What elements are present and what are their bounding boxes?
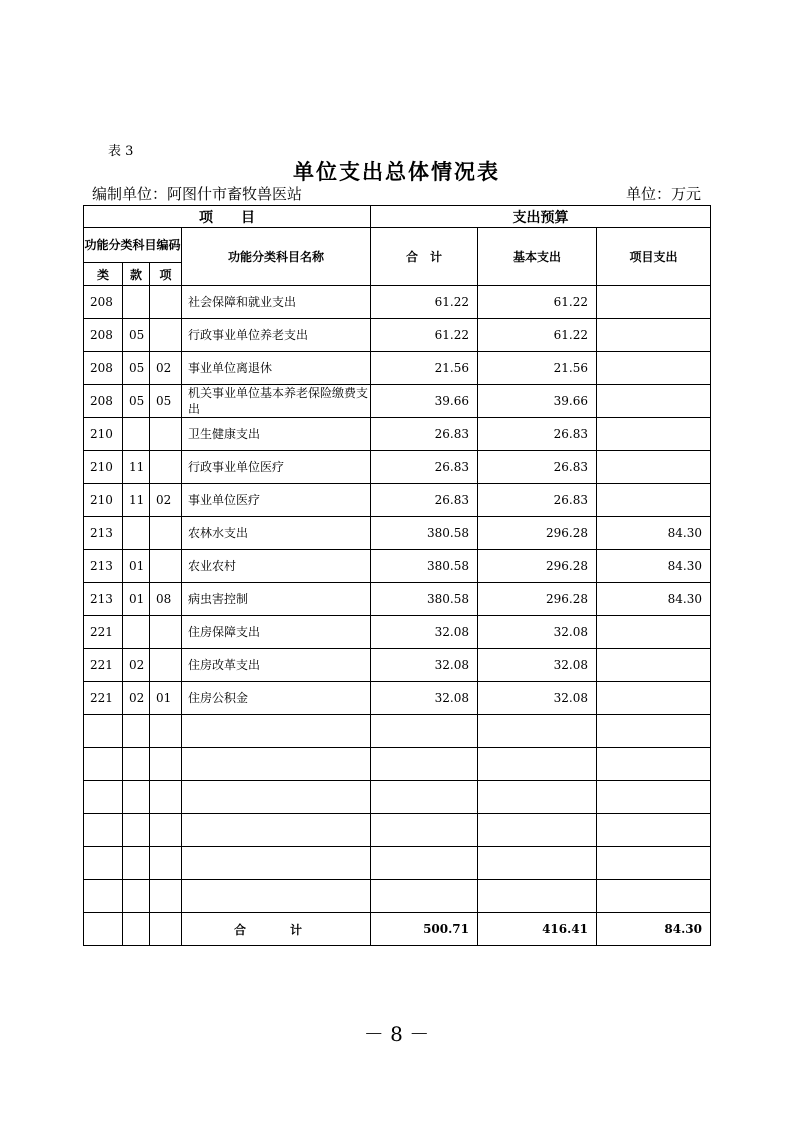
cell-basic: 296.28 xyxy=(478,583,597,616)
total-basic: 416.41 xyxy=(478,913,597,946)
table-row xyxy=(84,385,711,418)
header-itm: 项 xyxy=(150,263,182,286)
cell-category: 208 xyxy=(84,385,123,418)
cell-basic: 32.08 xyxy=(478,616,597,649)
table-row xyxy=(84,352,711,385)
cell-item: 02 xyxy=(150,352,182,385)
cell-basic xyxy=(478,748,597,781)
header-name: 功能分类科目名称 xyxy=(182,228,371,286)
cell-section xyxy=(123,715,150,748)
cell-category xyxy=(84,715,123,748)
cell-section: 05 xyxy=(123,352,150,385)
cell-total: 380.58 xyxy=(371,583,478,616)
cell-item xyxy=(150,286,182,319)
cell-total: 32.08 xyxy=(371,616,478,649)
cell-project xyxy=(597,682,711,715)
cell-basic: 26.83 xyxy=(478,418,597,451)
cell-category: 213 xyxy=(84,583,123,616)
cell-total xyxy=(371,748,478,781)
cell-category xyxy=(84,781,123,814)
cell-total: 26.83 xyxy=(371,418,478,451)
table-row xyxy=(84,319,711,352)
cell-basic xyxy=(478,880,597,913)
cell-category: 210 xyxy=(84,484,123,517)
cell-item: 08 xyxy=(150,583,182,616)
cell-name: 住房公积金 xyxy=(182,682,371,715)
cell-total: 32.08 xyxy=(371,649,478,682)
cell-project xyxy=(597,715,711,748)
cell-item xyxy=(150,451,182,484)
cell-category: 221 xyxy=(84,616,123,649)
cell-name: 住房改革支出 xyxy=(182,649,371,682)
cell-total: 39.66 xyxy=(371,385,478,418)
cell-section xyxy=(123,517,150,550)
cell-section xyxy=(123,814,150,847)
unit-label: 单位：万元 xyxy=(626,185,702,203)
cell-basic: 61.22 xyxy=(478,319,597,352)
cell-name xyxy=(182,847,371,880)
total-sec xyxy=(123,913,150,946)
cell-category: 213 xyxy=(84,517,123,550)
cell-category: 210 xyxy=(84,451,123,484)
table-row xyxy=(84,748,711,781)
cell-total: 26.83 xyxy=(371,451,478,484)
cell-name xyxy=(182,781,371,814)
cell-basic: 26.83 xyxy=(478,484,597,517)
cell-name xyxy=(182,715,371,748)
header-cat: 类 xyxy=(84,263,123,286)
table-row xyxy=(84,286,711,319)
cell-section: 02 xyxy=(123,649,150,682)
cell-name: 行政事业单位养老支出 xyxy=(182,319,371,352)
cell-category xyxy=(84,748,123,781)
cell-name: 住房保障支出 xyxy=(182,616,371,649)
table-row xyxy=(84,814,711,847)
cell-item xyxy=(150,781,182,814)
cell-category xyxy=(84,814,123,847)
total-cat xyxy=(84,913,123,946)
cell-item: 05 xyxy=(150,385,182,418)
cell-category: 208 xyxy=(84,352,123,385)
organization-label: 编制单位：阿图什市畜牧兽医站 xyxy=(92,185,303,203)
cell-total: 61.22 xyxy=(371,286,478,319)
cell-section: 05 xyxy=(123,385,150,418)
cell-basic: 26.83 xyxy=(478,451,597,484)
cell-project xyxy=(597,451,711,484)
table-row xyxy=(84,682,711,715)
cell-section xyxy=(123,286,150,319)
cell-category xyxy=(84,847,123,880)
cell-item: 02 xyxy=(150,484,182,517)
cell-category: 213 xyxy=(84,550,123,583)
table-row xyxy=(84,880,711,913)
table-row xyxy=(84,583,711,616)
table-row xyxy=(84,418,711,451)
cell-total xyxy=(371,781,478,814)
cell-section xyxy=(123,418,150,451)
cell-basic xyxy=(478,814,597,847)
cell-category: 221 xyxy=(84,682,123,715)
total-row xyxy=(84,913,711,946)
cell-section xyxy=(123,880,150,913)
table-row xyxy=(84,649,711,682)
cell-total xyxy=(371,880,478,913)
cell-basic: 61.22 xyxy=(478,286,597,319)
cell-section: 01 xyxy=(123,550,150,583)
cell-item xyxy=(150,715,182,748)
header-basic: 基本支出 xyxy=(478,228,597,286)
header-project: 项目支出 xyxy=(597,228,711,286)
cell-category: 208 xyxy=(84,319,123,352)
table-row xyxy=(84,484,711,517)
cell-total: 26.83 xyxy=(371,484,478,517)
cell-basic xyxy=(478,847,597,880)
cell-name: 农业农村 xyxy=(182,550,371,583)
cell-project xyxy=(597,484,711,517)
cell-name: 卫生健康支出 xyxy=(182,418,371,451)
cell-project xyxy=(597,781,711,814)
cell-section xyxy=(123,847,150,880)
cell-name: 事业单位医疗 xyxy=(182,484,371,517)
cell-project xyxy=(597,616,711,649)
cell-item xyxy=(150,847,182,880)
expenditure-table xyxy=(83,205,711,946)
cell-name: 机关事业单位基本养老保险缴费支出 xyxy=(182,385,371,418)
cell-basic xyxy=(478,715,597,748)
cell-item xyxy=(150,814,182,847)
total-label: 合 计 xyxy=(182,913,371,946)
cell-section: 05 xyxy=(123,319,150,352)
cell-total: 32.08 xyxy=(371,682,478,715)
cell-project xyxy=(597,418,711,451)
table-row xyxy=(84,550,711,583)
cell-section xyxy=(123,616,150,649)
cell-name xyxy=(182,748,371,781)
header-total: 合 计 xyxy=(371,228,478,286)
cell-basic xyxy=(478,781,597,814)
cell-name: 事业单位离退休 xyxy=(182,352,371,385)
table-row xyxy=(84,616,711,649)
cell-item xyxy=(150,649,182,682)
cell-project xyxy=(597,286,711,319)
cell-name: 行政事业单位医疗 xyxy=(182,451,371,484)
cell-section: 11 xyxy=(123,451,150,484)
table-row xyxy=(84,847,711,880)
cell-item xyxy=(150,748,182,781)
cell-item xyxy=(150,319,182,352)
table-number-label: 表 3 xyxy=(108,144,134,159)
cell-category: 221 xyxy=(84,649,123,682)
header-row-mid xyxy=(84,228,711,263)
cell-project xyxy=(597,352,711,385)
cell-project xyxy=(597,319,711,352)
cell-total: 380.58 xyxy=(371,517,478,550)
cell-basic: 296.28 xyxy=(478,550,597,583)
cell-total xyxy=(371,814,478,847)
cell-name xyxy=(182,880,371,913)
cell-category: 210 xyxy=(84,418,123,451)
cell-name: 农林水支出 xyxy=(182,517,371,550)
cell-item: 01 xyxy=(150,682,182,715)
table-row xyxy=(84,517,711,550)
total-project: 84.30 xyxy=(597,913,711,946)
header-item: 项 目 xyxy=(84,206,371,228)
cell-total: 21.56 xyxy=(371,352,478,385)
cell-item xyxy=(150,880,182,913)
table-row xyxy=(84,451,711,484)
cell-item xyxy=(150,550,182,583)
cell-name xyxy=(182,814,371,847)
document-title: 单位支出总体情况表 xyxy=(293,159,500,184)
cell-item xyxy=(150,517,182,550)
cell-total xyxy=(371,847,478,880)
header-budget: 支出预算 xyxy=(371,206,711,228)
cell-project: 84.30 xyxy=(597,517,711,550)
header-sec: 款 xyxy=(123,263,150,286)
cell-item xyxy=(150,418,182,451)
cell-project: 84.30 xyxy=(597,583,711,616)
cell-project xyxy=(597,385,711,418)
cell-project xyxy=(597,880,711,913)
cell-section xyxy=(123,748,150,781)
cell-section: 01 xyxy=(123,583,150,616)
table-row xyxy=(84,781,711,814)
header-row-top xyxy=(84,206,711,228)
cell-total: 380.58 xyxy=(371,550,478,583)
total-itm xyxy=(150,913,182,946)
cell-name: 社会保障和就业支出 xyxy=(182,286,371,319)
cell-basic: 39.66 xyxy=(478,385,597,418)
page-number: － 8 － xyxy=(363,1022,430,1046)
total-sum: 500.71 xyxy=(371,913,478,946)
cell-total xyxy=(371,715,478,748)
cell-section xyxy=(123,781,150,814)
cell-basic: 32.08 xyxy=(478,649,597,682)
cell-project xyxy=(597,814,711,847)
cell-basic: 21.56 xyxy=(478,352,597,385)
cell-basic: 32.08 xyxy=(478,682,597,715)
table-row xyxy=(84,715,711,748)
cell-item xyxy=(150,616,182,649)
cell-basic: 296.28 xyxy=(478,517,597,550)
cell-category: 208 xyxy=(84,286,123,319)
cell-project xyxy=(597,649,711,682)
cell-total: 61.22 xyxy=(371,319,478,352)
cell-project xyxy=(597,748,711,781)
cell-section: 02 xyxy=(123,682,150,715)
cell-project: 84.30 xyxy=(597,550,711,583)
cell-name: 病虫害控制 xyxy=(182,583,371,616)
cell-section: 11 xyxy=(123,484,150,517)
cell-project xyxy=(597,847,711,880)
header-code-group: 功能分类科目编码 xyxy=(84,228,182,263)
cell-category xyxy=(84,880,123,913)
